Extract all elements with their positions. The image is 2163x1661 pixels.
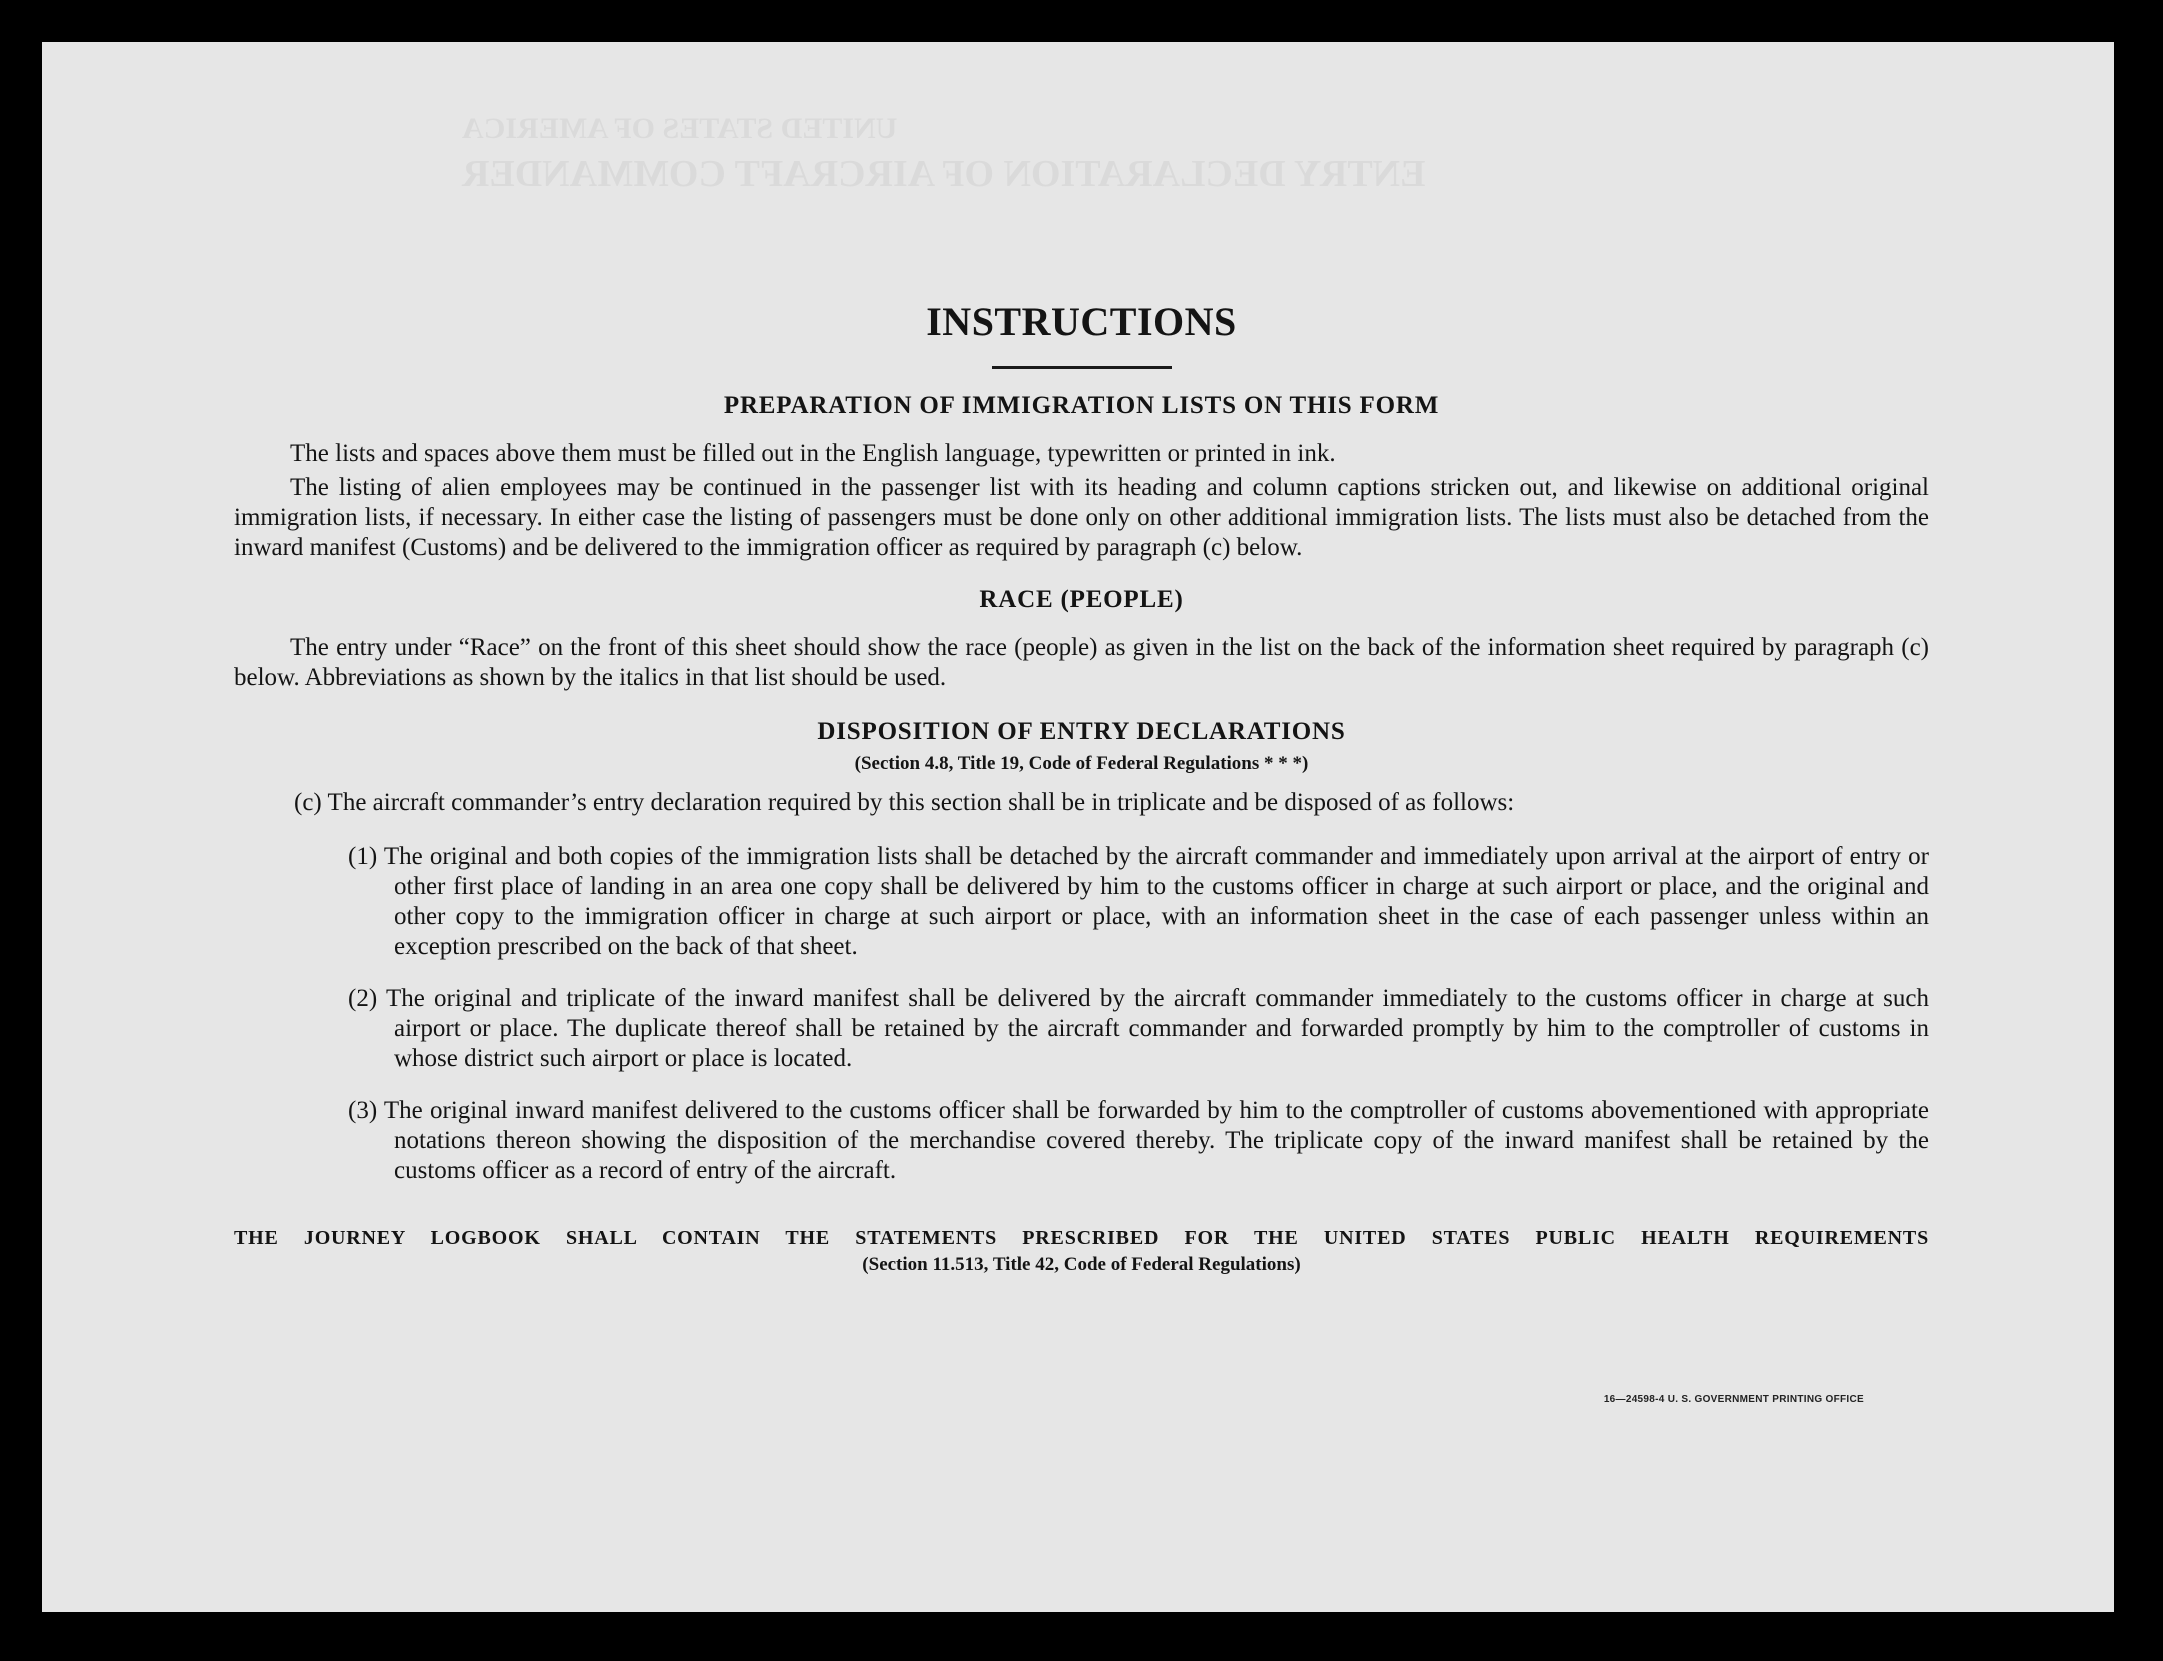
race-paragraph: The entry under “Race” on the front of this sheet should show the race (people) as given in the list on the back of the information sheet required by paragraph (c) below. Abbreviations as shown by the italics in that list should be used.: [234, 634, 1929, 691]
preparation-paragraph-1: The lists and spaces above them must be filled out in the English language, typewritten or printed in ink.: [290, 440, 1336, 467]
disposition-heading: DISPOSITION OF ENTRY DECLARATIONS: [817, 718, 1346, 745]
print-code: 16—24598-4 U. S. GOVERNMENT PRINTING OFFICE: [1603, 1394, 1864, 1405]
title-underline: [992, 366, 1172, 369]
disposition-citation: (Section 4.8, Title 19, Code of Federal Regulations * * *): [854, 753, 1309, 774]
page-title: INSTRUCTIONS: [926, 299, 1237, 344]
logbook-statement: THE JOURNEY LOGBOOK SHALL CONTAIN THE STATEMENTS PRESCRIBED FOR THE UNITED STATES PUBLIC HEALTH REQUIREMENTS: [234, 1226, 1929, 1249]
logbook-citation: (Section 11.513, Title 42, Code of Federal Regulations): [862, 1253, 1301, 1275]
race-heading: RACE (PEOPLE): [979, 586, 1184, 613]
disposition-item-3: (3) The original inward manifest delivered to the customs officer shall be forwarded by him to the comptroller of customs abovementioned with appropriate notations thereon showing the disposition of the merchandise covered thereby. The triplicate copy of the inward manifest shall be retained by the customs officer as a record of entry of the aircraft.: [348, 1096, 1929, 1184]
bleed-through-text: ENTRY DECLARATION OF AIRCRAFT COMMANDER: [462, 153, 1426, 195]
document-sheet: [42, 42, 2114, 1612]
preparation-paragraph-2: The listing of alien employees may be continued in the passenger list with its heading and column captions stricken out, and likewise on additional original immigration lists, if necessary. In either case the listing of passengers must be done only on other additional immigration lists. The lists must also be detached from the inward manifest (Customs) and be delivered to the immigration officer as required by paragraph (c) below.: [234, 474, 1929, 561]
preparation-heading: PREPARATION OF IMMIGRATION LISTS ON THIS FORM: [723, 392, 1440, 419]
disposition-intro: (c) The aircraft commander’s entry declaration required by this section shall be in triplicate and be disposed of as follows:: [294, 788, 1515, 816]
instructions-content: [234, 252, 1929, 1276]
disposition-item-1: (1) The original and both copies of the immigration lists shall be detached by the aircraft commander and immediately upon arrival at the airport of entry or other first place of landing in an area one copy shall be delivered by him to the customs officer in charge at such airport or place, and the original and other copy to the immigration officer in charge at such airport or place, with an information sheet in the case of each passenger unless within an exception prescribed on the back of that sheet.: [348, 842, 1929, 960]
disposition-item-2: (2) The original and triplicate of the inward manifest shall be delivered by the aircraft commander immediately to the customs officer in charge at such airport or place. The duplicate thereof shall be retained by the aircraft commander and forwarded promptly by him to the comptroller of customs in whose district such airport or place is located.: [348, 984, 1929, 1072]
bleed-through-text: UNITED STATES OF AMERICA: [462, 112, 898, 145]
